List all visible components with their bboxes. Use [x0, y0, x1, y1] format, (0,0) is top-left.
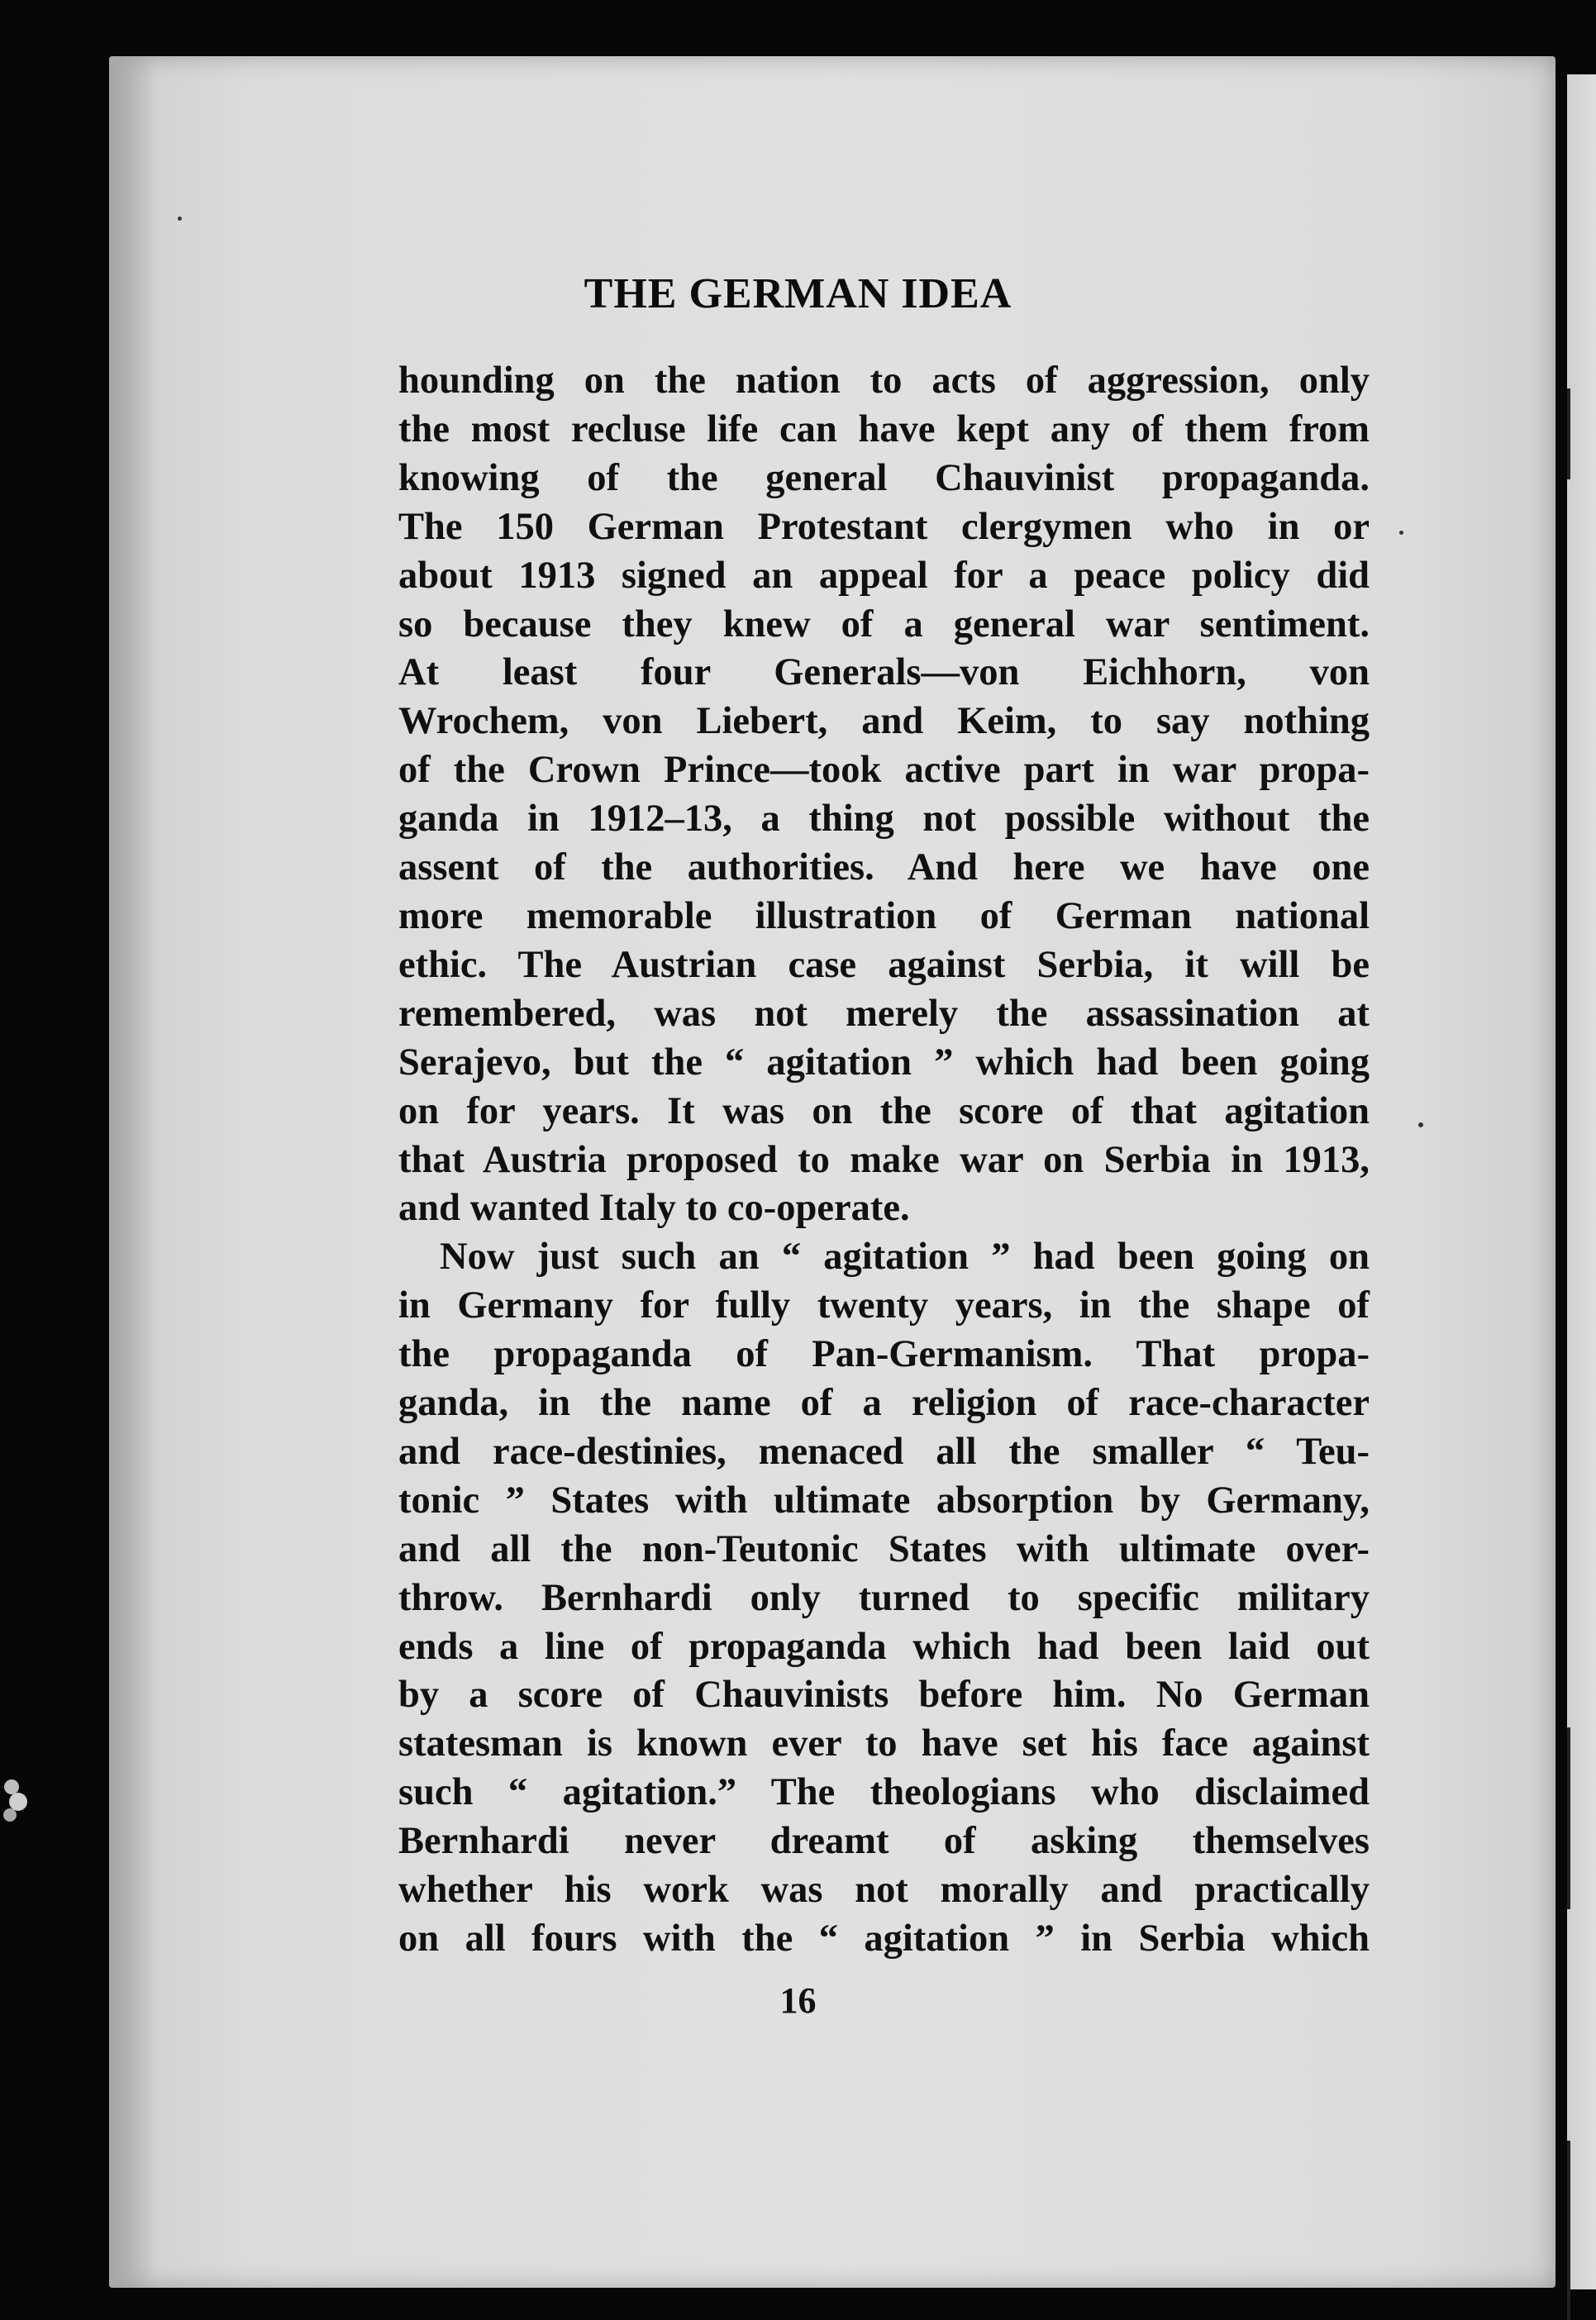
text-line: about 1913 signed an appeal for a peace policy did	[398, 554, 1370, 597]
text-line: such “ agitation.” The theologians who disclaimed	[398, 1771, 1370, 1814]
text-line: on all fours with the “ agitation ” in Serbia which	[398, 1917, 1370, 1960]
text-line: that Austria proposed to make war on Serbia in 1913,	[398, 1138, 1370, 1181]
text-line: knowing of the general Chauvinist propaganda.	[398, 456, 1370, 499]
text-line: more memorable illustration of German national	[398, 894, 1370, 937]
adjacent-page-mark	[1567, 1727, 1570, 1909]
dust-speck	[178, 217, 182, 221]
text-line: statesman is known ever to have set his face against	[398, 1722, 1370, 1765]
text-line: assent of the authorities. And here we have one	[398, 846, 1370, 889]
text-line: and all the non-Teutonic States with ultimate over-	[398, 1527, 1370, 1570]
binding-ornament-icon	[0, 1777, 30, 1827]
dust-speck	[1399, 531, 1403, 535]
text-line: hounding on the nation to acts of aggression, only	[398, 360, 1370, 402]
text-line: throw. Bernhardi only turned to specific military	[398, 1576, 1370, 1619]
paragraph	[398, 1233, 1370, 1964]
page-number: 16	[779, 1980, 817, 2021]
text-line: Wrochem, von Liebert, and Keim, to say nothing	[398, 700, 1370, 743]
text-line: of the Crown Prince—took active part in war propa-	[398, 749, 1370, 792]
text-line: The 150 German Protestant clergymen who in or	[398, 505, 1370, 548]
text-line: tonic ” States with ultimate absorption by Germany,	[398, 1479, 1370, 1522]
text-line: Serajevo, but the “ agitation ” which had been going	[398, 1041, 1370, 1084]
text-line: and wanted Italy to co-operate.	[398, 1187, 910, 1230]
text-line: ethic. The Austrian case against Serbia, it will be	[398, 943, 1370, 986]
text-line: the propaganda of Pan-Germanism. That propa-	[398, 1333, 1370, 1376]
page-gutter	[1556, 50, 1567, 2298]
text-line: ends a line of propaganda which had been laid out	[398, 1625, 1370, 1668]
running-head: THE GERMAN IDEA	[584, 270, 1012, 317]
text-line: ganda in 1912–13, a thing not possible without the	[398, 798, 1370, 841]
text-line: by a score of Chauvinists before him. No German	[398, 1674, 1370, 1717]
paragraph	[398, 357, 1370, 1233]
text-line: and race-destinies, menaced all the smaller “ Teu-	[398, 1430, 1370, 1473]
adjacent-page-mark	[1567, 2141, 1570, 2320]
text-line: the most recluse life can have kept any of them from	[398, 407, 1370, 450]
dust-speck	[1418, 1122, 1423, 1127]
text-line: ganda, in the name of a religion of race-character	[398, 1382, 1370, 1425]
text-line: Now just such an “ agitation ” had been going on	[440, 1236, 1370, 1279]
adjacent-page-edge	[1567, 74, 1596, 2289]
text-line: At least four Generals—von Eichhorn, von	[398, 651, 1370, 694]
text-line: so because they knew of a general war sentiment.	[398, 603, 1370, 646]
text-line: in Germany for fully twenty years, in the shape of	[398, 1284, 1370, 1327]
text-line: remembered, was not merely the assassination at	[398, 992, 1370, 1035]
text-line: on for years. It was on the score of that agitation	[398, 1089, 1370, 1132]
page-shadow	[109, 56, 159, 2288]
text-line: Bernhardi never dreamt of asking themselves	[398, 1820, 1370, 1863]
text-line: whether his work was not morally and practically	[398, 1869, 1370, 1912]
adjacent-page-mark	[1567, 388, 1570, 479]
body-text	[398, 357, 1370, 1964]
